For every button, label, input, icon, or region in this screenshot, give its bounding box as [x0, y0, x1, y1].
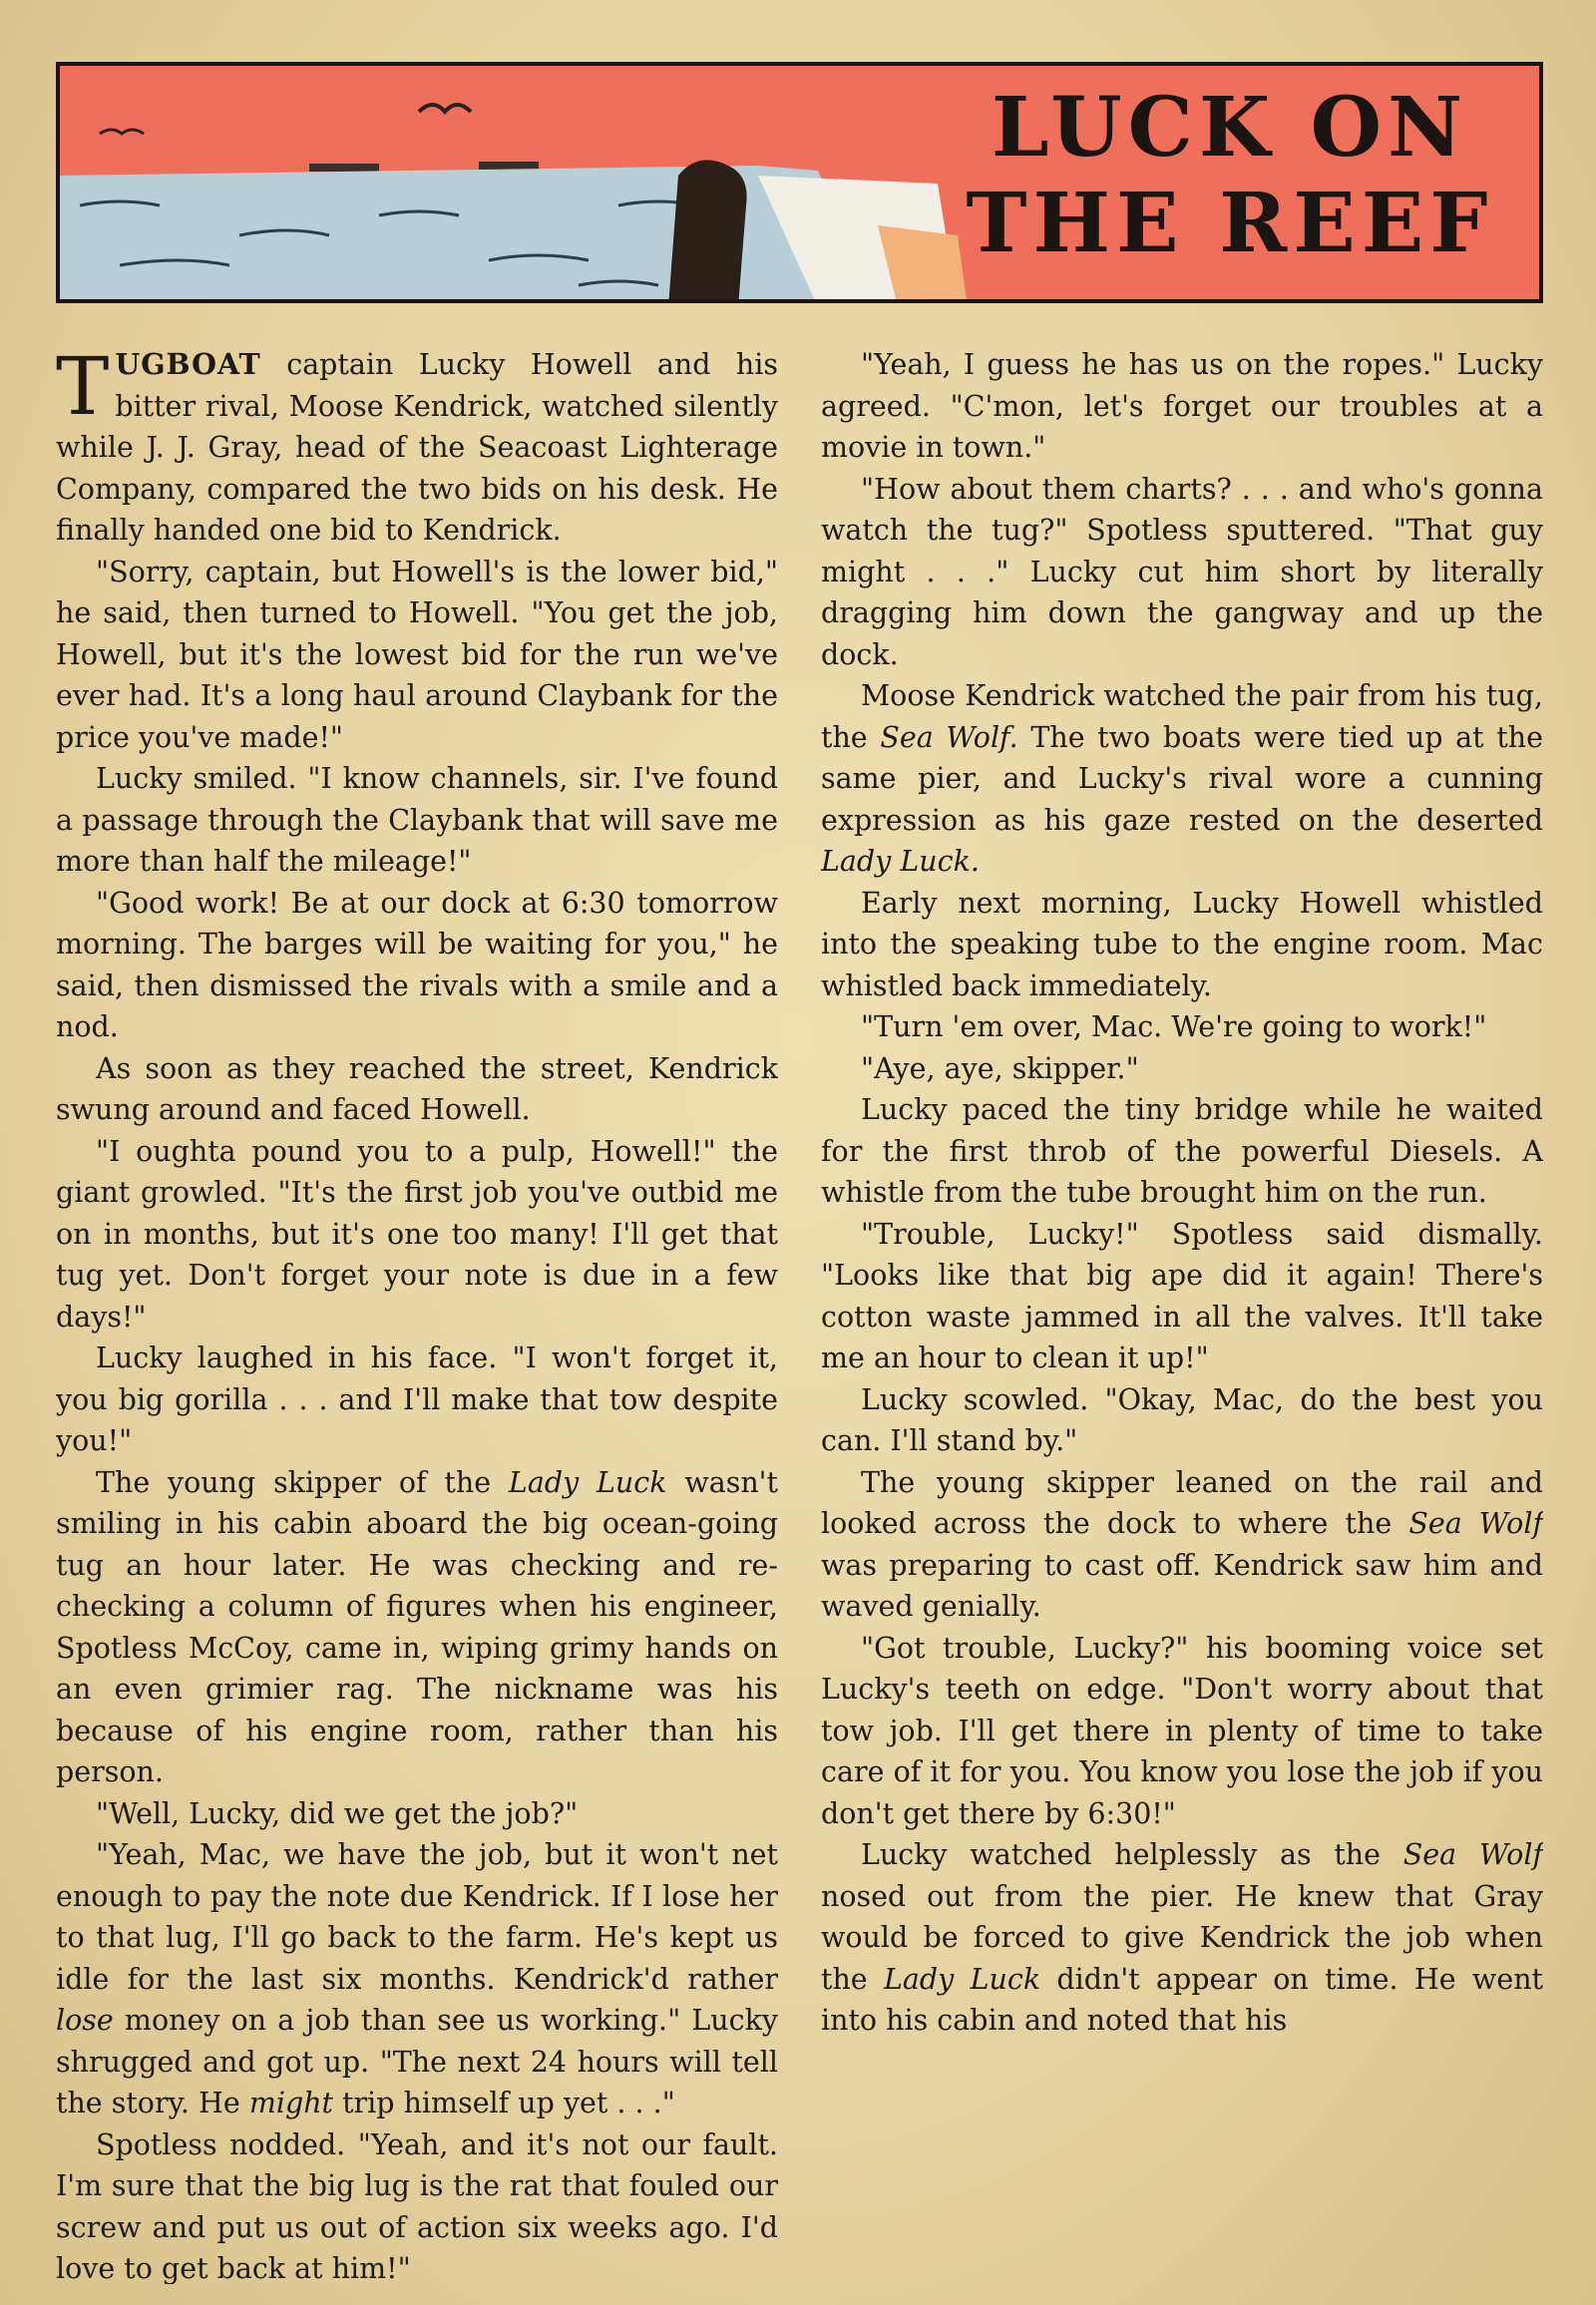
reef-rock — [668, 160, 747, 303]
story-title — [961, 80, 1499, 271]
story-body — [56, 344, 1543, 2284]
ship-name: Lady Luck. — [821, 845, 980, 878]
seagull-icon — [419, 105, 471, 112]
paragraph: "Turn 'em over, Mac. We're going to work!" — [861, 1010, 1487, 1043]
paragraph-text: The young skipper of the — [96, 1465, 509, 1499]
paragraph-text: was preparing to cast off. Kendrick saw him and waved genially. — [821, 1548, 1543, 1623]
seagull-icon — [100, 130, 144, 134]
paragraph: Lucky paced the tiny bridge while he waited for the first throb of the powerful Diesels. A whistle from the tube brought him on the run. — [821, 1093, 1543, 1209]
title-banner — [56, 62, 1543, 303]
paragraph — [821, 1462, 1543, 1628]
paragraph-text: money on a job than see us working." Lucky shrugged and got up. "The next 24 hours will tell the story. He — [56, 2004, 778, 2119]
title-line: THE REEF — [966, 176, 1494, 271]
paragraph: "Sorry, captain, but Howell's is the lower bid," he said, then turned to Howell. "You get the job, Howell, but it's the lowest bid for the run we've ever had. It's a long haul around Claybank for the price you've made!" — [56, 555, 778, 754]
emphasis: might — [248, 2087, 334, 2119]
paragraph-text: captain Lucky Howell and his bitter rival, Moose Kendrick, watched silently while J. J. Gray, head of the Seacoast Lighterage Company, compared the two bids on his desk. He finally handed one bid to Kendrick. — [56, 348, 778, 547]
paragraph — [821, 675, 1543, 883]
paragraph: "Well, Lucky, did we get the job?" — [96, 1796, 579, 1830]
drop-cap: T — [56, 344, 110, 433]
title-line: LUCK ON — [991, 80, 1469, 176]
right-column — [821, 344, 1543, 2284]
paragraph: "Good work! Be at our dock at 6:30 tomorrow morning. The barges will be waiting for you," he said, then dismissed the rivals with a smile and a nod. — [56, 886, 778, 1043]
paragraph-text: The two boats were tied up at the same pier, and Lucky's rival wore a cunning expression as his gaze rested on the deserted — [821, 720, 1543, 837]
ship-name: Lady Luck — [508, 1465, 667, 1499]
paragraph-text: wasn't smiling in his cabin aboard the big ocean-going tug an hour later. He was checking and re-checking a column of figures when his engineer, Spotless McCoy, came in, wiping grimy hands on an even grimier rag. The nickname was his because of his engine room, rather than his person. — [56, 1465, 778, 1788]
lead-word: UGBOAT — [115, 347, 261, 381]
paragraph — [56, 1462, 778, 1793]
distant-ship — [309, 164, 379, 172]
paragraph — [821, 1834, 1543, 2042]
ship-name: Sea Wolf — [1408, 1507, 1543, 1540]
paragraph-text: trip himself up yet . . ." — [333, 2087, 675, 2119]
paragraph: "Aye, aye, skipper." — [861, 1051, 1139, 1085]
water — [60, 166, 878, 303]
paragraph: "Yeah, I guess he has us on the ropes." Lucky agreed. "C'mon, let's forget our troubles at a movie in town." — [821, 348, 1543, 464]
emphasis: lose — [56, 2004, 114, 2037]
ship-name: Sea Wolf. — [880, 720, 1018, 754]
ship-name: Lady Luck — [884, 1962, 1041, 1996]
paragraph — [56, 344, 778, 552]
paragraph: Lucky laughed in his face. "I won't forget it, you big gorilla . . . and I'll make that tow despite you!" — [56, 1342, 778, 1457]
paragraph-text: didn't appear on time. He went into his cabin and noted that his — [821, 1962, 1543, 2037]
paragraph: "Got trouble, Lucky?" his booming voice set Lucky's teeth on edge. "Don't worry about that tow job. I'll get there in plenty of time to take care of it for you. You know you lose the job if you don't get there by 6:30!" — [821, 1631, 1543, 1830]
paragraph-text: The young skipper leaned on the rail and looked across the dock to where the — [821, 1465, 1543, 1540]
paragraph-text: nosed out from the pier. He knew that Gray would be forced to give Kendrick the job when the — [821, 1879, 1543, 1996]
paragraph-text: Moose Kendrick watched the pair from his tug, the — [821, 679, 1543, 754]
paragraph: "Trouble, Lucky!" Spotless said dismally. "Looks like that big ape did it again! There's cotton waste jammed in all the valves. It'll take me an hour to clean it up!" — [821, 1217, 1543, 1374]
paragraph-text: Lucky watched helplessly as the — [861, 1838, 1403, 1871]
paragraph: Lucky scowled. "Okay, Mac, do the best you can. I'll stand by." — [821, 1382, 1543, 1457]
paragraph: As soon as they reached the street, Kendrick swung around and faced Howell. — [56, 1051, 778, 1126]
paragraph: Early next morning, Lucky Howell whistled into the speaking tube to the engine room. Mac whistled back immediately. — [821, 886, 1543, 1002]
paragraph: Lucky smiled. "I know channels, sir. I've found a passage through the Claybank that will save me more than half the mileage!" — [56, 762, 778, 878]
paragraph-text: "Yeah, Mac, we have the job, but it won't net enough to pay the note due Kendrick. If I lose her to that lug, I'll go back to the farm. He's kept us idle for the last six months. Kendrick'd rather — [56, 1838, 778, 1996]
paragraph: Spotless nodded. "Yeah, and it's not our fault. I'm sure that the big lug is the rat that fouled our screw and put us out of action six weeks ago. I'd love to get back at him!" — [56, 2127, 778, 2284]
paragraph — [56, 1834, 778, 2124]
paragraph: "How about them charts? . . . and who's gonna watch the tug?" Spotless sputtered. "That guy might . . ." Lucky cut him short by literally dragging him down the gangway and up the dock. — [821, 472, 1543, 671]
left-column — [56, 344, 778, 2284]
paragraph: "I oughta pound you to a pulp, Howell!" the giant growled. "It's the first job you've outbid me on in months, but it's one too many! I'll get that tug yet. Don't forget your note is due in a few days!" — [56, 1134, 778, 1334]
ship-name: Sea Wolf — [1402, 1838, 1543, 1871]
